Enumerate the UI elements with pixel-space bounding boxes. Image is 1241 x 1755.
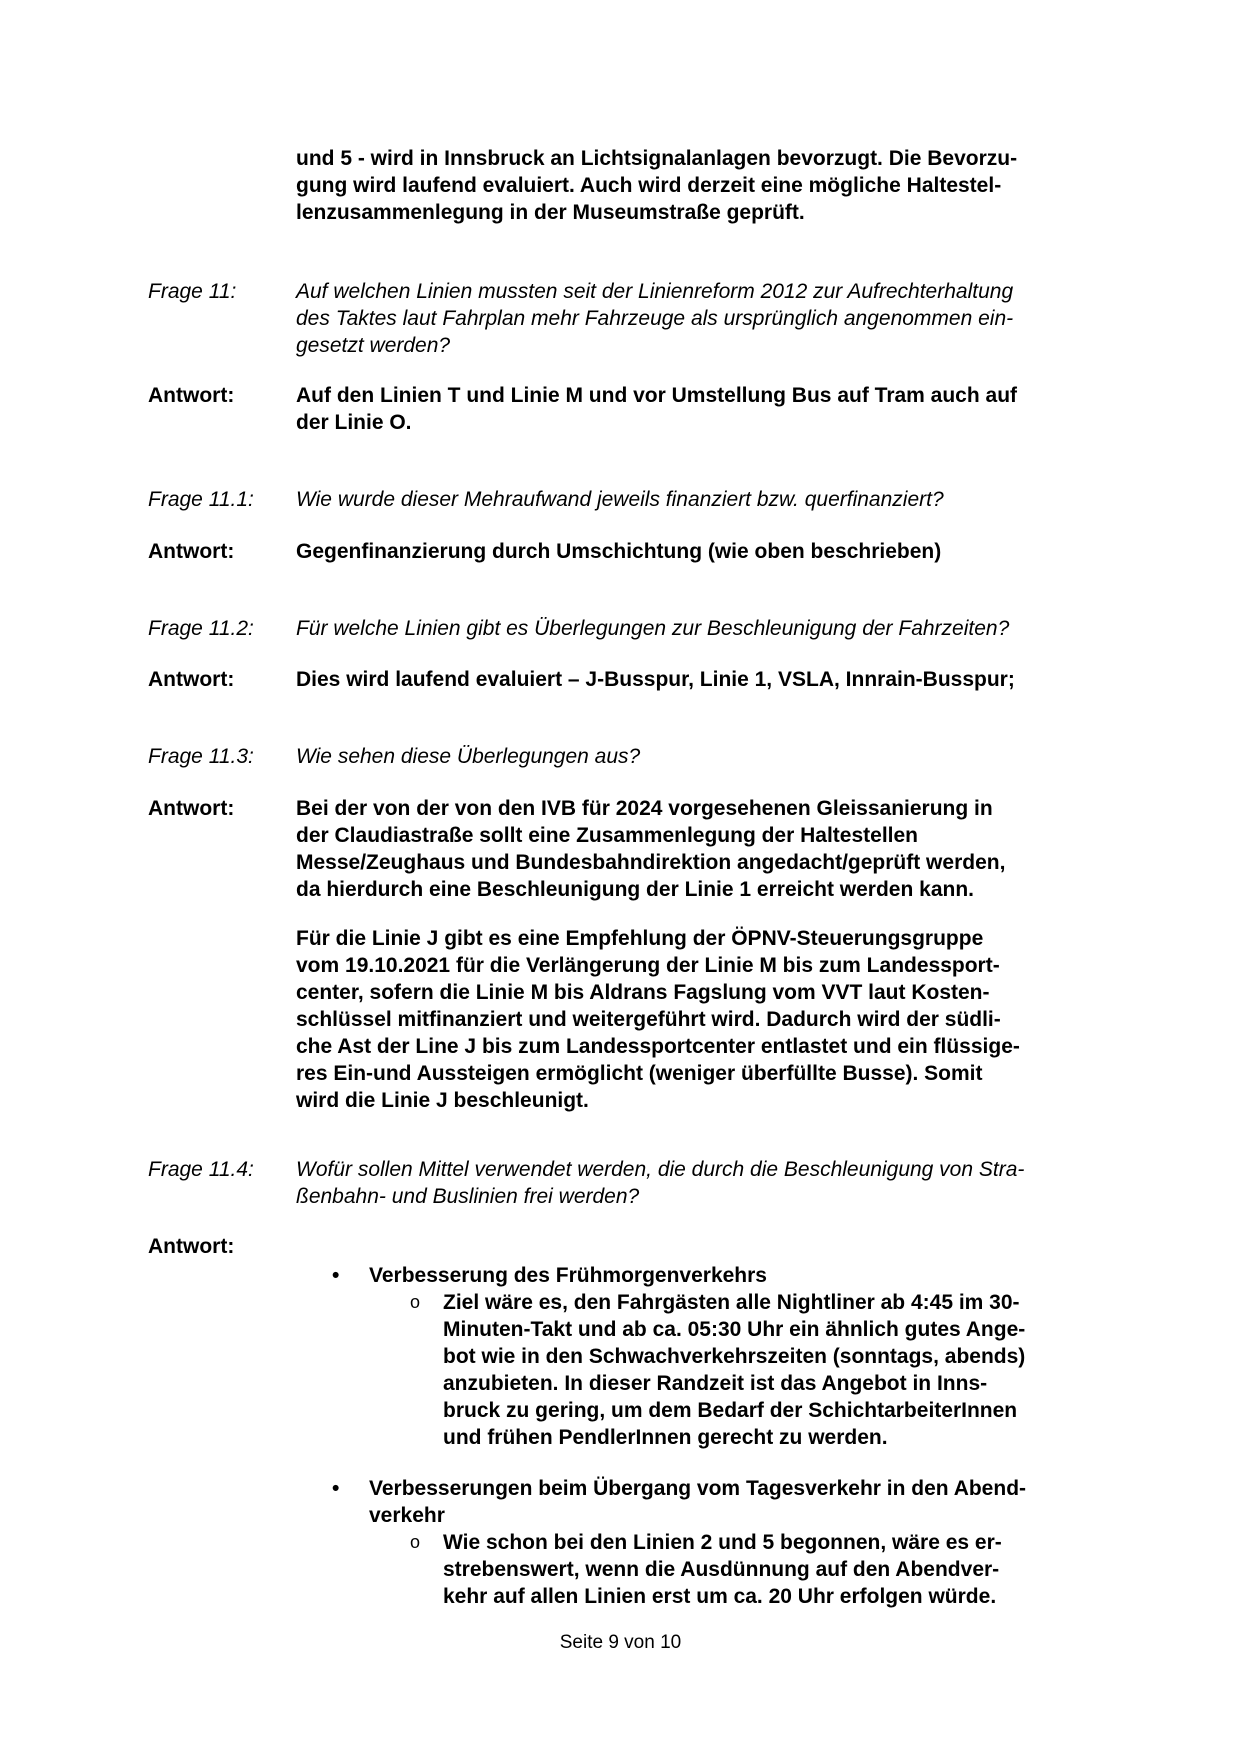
text-line: verkehr [369, 1504, 445, 1527]
question-text [296, 278, 1096, 359]
bullet-icon: • [332, 1477, 340, 1500]
list-item-title [369, 1262, 767, 1289]
text-line: Minuten-Takt und ab ca. 05:30 Uhr ein ähnlich gutes Ange- [443, 1318, 1026, 1341]
list-item-subtext [443, 1289, 1025, 1451]
text-line: Wie wurde dieser Mehraufwand jeweils finanziert bzw. querfinanziert? [296, 488, 944, 511]
text-line: Wie schon bei den Linien 2 und 5 begonnen, wäre es er- [443, 1531, 1002, 1554]
text-line: da hierdurch eine Beschleunigung der Linie 1 erreicht werden kann. [296, 878, 974, 901]
text-line: der Claudiastraße sollt eine Zusammenlegung der Haltestellen [296, 824, 919, 847]
answer-label: Antwort: [148, 1235, 235, 1258]
text-line: lenzusammenlegung in der Museumstraße geprüft. [296, 201, 805, 224]
text-line: des Taktes laut Fahrplan mehr Fahrzeuge als ursprünglich angenommen ein- [296, 307, 1014, 330]
text-line: bruck zu gering, um dem Bedarf der SchichtarbeiterInnen [443, 1399, 1018, 1422]
text-line: Wofür sollen Mittel verwendet werden, die durch die Beschleunigung von Stra- [296, 1158, 1025, 1181]
text-line: gung wird laufend evaluiert. Auch wird derzeit eine mögliche Haltestel- [296, 174, 1002, 197]
text-line: Auf welchen Linien mussten seit der Linienreform 2012 zur Aufrechterhaltung [296, 280, 1014, 303]
answer-paragraph-1 [296, 795, 1096, 903]
text-line: Für die Linie J gibt es eine Empfehlung der ÖPNV-Steuerungsgruppe [296, 927, 984, 950]
question-label: Frage 11.4: [148, 1158, 254, 1181]
answer-label: Antwort: [148, 668, 235, 691]
text-line: Ziel wäre es, den Fahrgästen alle Nightliner ab 4:45 im 30- [443, 1291, 1020, 1314]
sub-bullet-icon: o [410, 1532, 421, 1552]
text-line: res Ein-und Aussteigen ermöglicht (weniger überfüllte Busse). Somit [296, 1062, 983, 1085]
text-line: anzubieten. In dieser Randzeit ist das Angebot in Inns- [443, 1372, 988, 1395]
answer-paragraph-2 [296, 925, 1096, 1114]
list-item-title [369, 1475, 1026, 1529]
text-line: strebenswert, wenn die Ausdünnung auf den Abendver- [443, 1558, 1000, 1581]
question-label: Frage 11.3: [148, 745, 254, 768]
text-line: der Linie O. [296, 411, 412, 434]
text-line: kehr auf allen Linien erst um ca. 20 Uhr erfolgen würde. [443, 1585, 997, 1608]
sub-bullet-icon: o [410, 1292, 421, 1312]
text-line: und frühen PendlerInnen gerecht zu werden. [443, 1426, 888, 1449]
text-line: Verbesserung des Frühmorgenverkehrs [369, 1264, 767, 1287]
text-line: und 5 - wird in Innsbruck an Lichtsignalanlagen bevorzugt. Die Bevorzu- [296, 147, 1018, 170]
question-label: Frage 11: [148, 280, 237, 303]
list-item-subtext [443, 1529, 1002, 1610]
answer-text [296, 382, 1096, 436]
answer-label: Antwort: [148, 797, 235, 820]
answer-text [296, 538, 1096, 565]
question-text [296, 615, 1096, 642]
text-line: ßenbahn- und Buslinien frei werden? [296, 1185, 640, 1208]
text-line: schlüssel mitfinanziert und weitergeführt wird. Dadurch wird der südli- [296, 1008, 1001, 1031]
text-line: Wie sehen diese Überlegungen aus? [296, 745, 641, 768]
answer-label: Antwort: [148, 384, 235, 407]
text-line: gesetzt werden? [296, 334, 451, 357]
question-label: Frage 11.2: [148, 617, 254, 640]
text-line: Dies wird laufend evaluiert – J-Busspur, Linie 1, VSLA, Innrain-Busspur; [296, 668, 1015, 691]
text-line: wird die Linie J beschleunigt. [296, 1089, 589, 1112]
page-number: Seite 9 von 10 [559, 1632, 682, 1653]
answer-label: Antwort: [148, 540, 235, 563]
question-text [296, 486, 1096, 513]
text-line: center, sofern die Linie M bis Aldrans Fagslung vom VVT laut Kosten- [296, 981, 990, 1004]
text-line: Verbesserungen beim Übergang vom Tagesverkehr in den Abend- [369, 1477, 1027, 1500]
text-line: Auf den Linien T und Linie M und vor Umstellung Bus auf Tram auch auf [296, 384, 1018, 407]
text-line: Messe/Zeughaus und Bundesbahndirektion angedacht/geprüft werden, [296, 851, 1006, 874]
text-line: bot wie in den Schwachverkehrszeiten (sonntags, abends) [443, 1345, 1026, 1368]
question-text [296, 743, 1096, 770]
bullet-icon: • [332, 1264, 340, 1287]
text-line: Gegenfinanzierung durch Umschichtung (wie oben beschrieben) [296, 540, 942, 563]
intro-paragraph [296, 145, 1017, 226]
text-line: Für welche Linien gibt es Überlegungen zur Beschleunigung der Fahrzeiten? [296, 617, 1010, 640]
question-text [296, 1156, 1096, 1210]
text-line: vom 19.10.2021 für die Verlängerung der Linie M bis zum Landessport- [296, 954, 1000, 977]
answer-text [296, 666, 1096, 693]
text-line: che Ast der Line J bis zum Landessportcenter entlastet und ein flüssige- [296, 1035, 1020, 1058]
text-line: Bei der von der von den IVB für 2024 vorgesehenen Gleissanierung in [296, 797, 993, 820]
question-label: Frage 11.1: [148, 488, 254, 511]
